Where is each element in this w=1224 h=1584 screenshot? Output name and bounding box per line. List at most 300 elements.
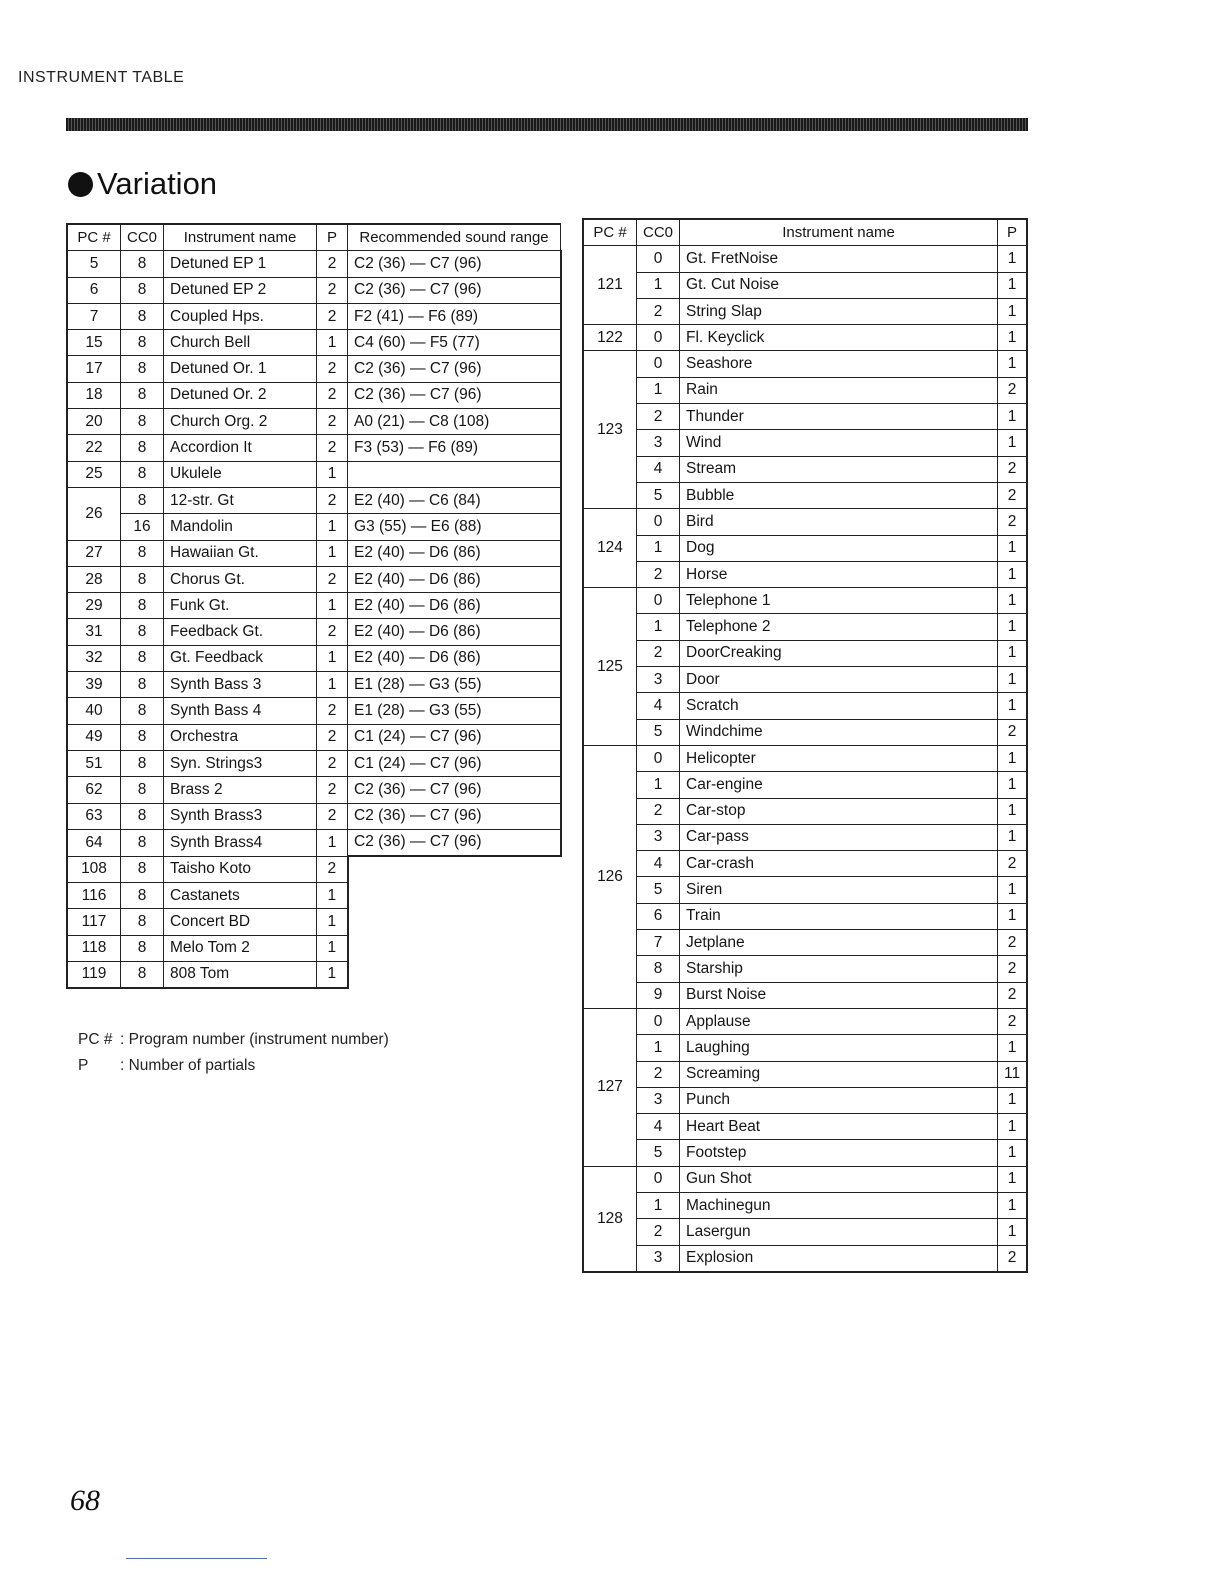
table-row (583, 667, 1027, 693)
cc0-cell: 8 (121, 382, 164, 408)
instrument-name-cell: Synth Brass3 (164, 803, 317, 829)
partials-cell: 2 (998, 930, 1028, 956)
variation-table-right (582, 218, 1028, 1273)
cc0-cell: 3 (637, 430, 680, 456)
instrument-name-cell: Chorus Gt. (164, 566, 317, 592)
table-row (583, 561, 1027, 587)
cc0-cell: 1 (637, 1192, 680, 1218)
cc0-cell: 4 (637, 456, 680, 482)
partials-cell: 2 (317, 277, 348, 303)
legend-key: PC # (78, 1031, 113, 1048)
cc0-cell: 3 (637, 824, 680, 850)
partials-cell: 1 (998, 1035, 1028, 1061)
table-row (583, 903, 1027, 929)
empty-cell (348, 909, 561, 935)
col-header-cc0: CC0 (121, 224, 164, 251)
sound-range-cell: C2 (36) — C7 (96) (348, 382, 561, 408)
table-row (583, 772, 1027, 798)
section-title (68, 166, 217, 202)
instrument-name-cell: Wind (680, 430, 998, 456)
header-rule (66, 118, 1028, 131)
table-row (583, 404, 1027, 430)
table-row (67, 856, 561, 882)
instrument-name-cell: Telephone 1 (680, 588, 998, 614)
cc0-cell: 2 (637, 798, 680, 824)
cc0-cell: 8 (121, 856, 164, 882)
partials-cell: 1 (998, 1219, 1028, 1245)
partials-cell: 2 (317, 566, 348, 592)
partials-cell: 1 (998, 903, 1028, 929)
table-row (67, 566, 561, 592)
partials-cell: 1 (998, 588, 1028, 614)
sound-range-cell: E1 (28) — G3 (55) (348, 672, 561, 698)
cc0-cell: 8 (121, 909, 164, 935)
col-header-pc: PC # (583, 219, 637, 246)
cc0-cell: 8 (121, 409, 164, 435)
sound-range-cell: C2 (36) — C7 (96) (348, 356, 561, 382)
partials-cell: 1 (998, 272, 1028, 298)
partials-cell: 1 (998, 1087, 1028, 1113)
instrument-name-cell: Scratch (680, 693, 998, 719)
pc-cell: 126 (583, 745, 637, 1008)
table-row (583, 614, 1027, 640)
instrument-name-cell: Telephone 2 (680, 614, 998, 640)
table-row (67, 645, 561, 671)
pc-cell: 128 (583, 1166, 637, 1272)
instrument-name-cell: Car-crash (680, 851, 998, 877)
instrument-name-cell: Footstep (680, 1140, 998, 1166)
partials-cell: 1 (998, 535, 1028, 561)
instrument-name-cell: Detuned EP 2 (164, 277, 317, 303)
table-row (583, 877, 1027, 903)
cc0-cell: 8 (121, 645, 164, 671)
cc0-cell: 2 (637, 1061, 680, 1087)
instrument-name-cell: 808 Tom (164, 961, 317, 988)
partials-cell: 2 (317, 698, 348, 724)
col-header-instrument-name: Instrument name (164, 224, 317, 251)
partials-cell: 1 (317, 645, 348, 671)
partials-cell: 1 (317, 514, 348, 540)
table-row (583, 930, 1027, 956)
bullet-icon (68, 172, 93, 197)
pc-cell: 64 (67, 829, 121, 856)
pc-cell: 29 (67, 593, 121, 619)
partials-cell: 1 (998, 745, 1028, 771)
empty-cell (348, 856, 561, 882)
legend-text: : Number of partials (120, 1057, 256, 1074)
instrument-name-cell: Starship (680, 956, 998, 982)
cc0-cell: 0 (637, 588, 680, 614)
table-row (67, 698, 561, 724)
partials-cell: 1 (998, 824, 1028, 850)
table-row (583, 1035, 1027, 1061)
instrument-name-cell: Train (680, 903, 998, 929)
partials-cell: 2 (998, 982, 1028, 1008)
instrument-name-cell: Car-pass (680, 824, 998, 850)
cc0-cell: 8 (121, 829, 164, 856)
table-row (67, 829, 561, 856)
partials-cell: 1 (998, 772, 1028, 798)
cc0-cell: 6 (637, 903, 680, 929)
partials-cell: 1 (317, 882, 348, 908)
sound-range-cell: E2 (40) — D6 (86) (348, 645, 561, 671)
table-row (583, 298, 1027, 324)
table-row (583, 851, 1027, 877)
table-row (583, 456, 1027, 482)
partials-cell: 1 (998, 1166, 1028, 1192)
partials-cell: 1 (317, 461, 348, 487)
instrument-name-cell: Ukulele (164, 461, 317, 487)
instrument-name-cell: Detuned EP 1 (164, 251, 317, 277)
table-row (583, 693, 1027, 719)
partials-cell: 1 (998, 798, 1028, 824)
pc-cell: 6 (67, 277, 121, 303)
instrument-name-cell: Applause (680, 1008, 998, 1034)
partials-cell: 1 (998, 1192, 1028, 1218)
instrument-name-cell: Funk Gt. (164, 593, 317, 619)
cc0-cell: 0 (637, 325, 680, 351)
sound-range-cell: C4 (60) — F5 (77) (348, 330, 561, 356)
table-row (583, 588, 1027, 614)
table-row (67, 935, 561, 961)
cc0-cell: 8 (121, 882, 164, 908)
sound-range-cell: C2 (36) — C7 (96) (348, 777, 561, 803)
cc0-cell: 2 (637, 404, 680, 430)
table-row (67, 540, 561, 566)
sound-range-cell: E2 (40) — C6 (84) (348, 487, 561, 513)
cc0-cell: 8 (121, 461, 164, 487)
partials-cell: 2 (317, 777, 348, 803)
pc-cell: 28 (67, 566, 121, 592)
table-row (583, 272, 1027, 298)
instrument-name-cell: Gt. FretNoise (680, 246, 998, 272)
sound-range-cell: E2 (40) — D6 (86) (348, 593, 561, 619)
instrument-name-cell: String Slap (680, 298, 998, 324)
cc0-cell: 1 (637, 377, 680, 403)
cc0-cell: 16 (121, 514, 164, 540)
instrument-name-cell: Lasergun (680, 1219, 998, 1245)
table-row (583, 982, 1027, 1008)
table-row (583, 377, 1027, 403)
table-row (583, 1140, 1027, 1166)
section-title-text: Variation (97, 166, 218, 201)
cc0-cell: 7 (637, 930, 680, 956)
table-row (583, 1061, 1027, 1087)
cc0-cell: 0 (637, 1166, 680, 1192)
instrument-name-cell: Rain (680, 377, 998, 403)
pc-cell: 108 (67, 856, 121, 882)
pc-cell: 27 (67, 540, 121, 566)
instrument-name-cell: Detuned Or. 1 (164, 356, 317, 382)
instrument-name-cell: Bubble (680, 482, 998, 508)
sound-range-cell: A0 (21) — C8 (108) (348, 409, 561, 435)
pc-cell: 119 (67, 961, 121, 988)
table-row (583, 1245, 1027, 1272)
partials-cell: 2 (998, 1008, 1028, 1034)
cc0-cell: 5 (637, 1140, 680, 1166)
instrument-name-cell: Heart Beat (680, 1114, 998, 1140)
sound-range-cell: C2 (36) — C7 (96) (348, 277, 561, 303)
legend-text: : Program number (instrument number) (120, 1031, 389, 1048)
pc-cell: 63 (67, 803, 121, 829)
instrument-name-cell: Screaming (680, 1061, 998, 1087)
instrument-name-cell: Punch (680, 1087, 998, 1113)
partials-cell: 1 (317, 593, 348, 619)
instrument-name-cell: Siren (680, 877, 998, 903)
cc0-cell: 5 (637, 482, 680, 508)
partials-cell: 2 (317, 856, 348, 882)
cc0-cell: 8 (121, 935, 164, 961)
cc0-cell: 8 (121, 672, 164, 698)
cc0-cell: 1 (637, 1035, 680, 1061)
partials-cell: 1 (317, 961, 348, 988)
instrument-name-cell: Mandolin (164, 514, 317, 540)
cc0-cell: 1 (637, 614, 680, 640)
table-row (67, 672, 561, 698)
table-row (583, 1166, 1027, 1192)
table-row (583, 719, 1027, 745)
partials-cell: 1 (317, 330, 348, 356)
instrument-name-cell: Feedback Gt. (164, 619, 317, 645)
instrument-name-cell: Melo Tom 2 (164, 935, 317, 961)
pc-cell: 17 (67, 356, 121, 382)
table-row (67, 251, 561, 277)
pc-cell: 118 (67, 935, 121, 961)
instrument-name-cell: Seashore (680, 351, 998, 377)
sound-range-cell: E2 (40) — D6 (86) (348, 540, 561, 566)
sound-range-cell: F3 (53) — F6 (89) (348, 435, 561, 461)
cc0-cell: 8 (121, 435, 164, 461)
table-row (67, 514, 561, 540)
table-row (583, 482, 1027, 508)
partials-cell: 1 (998, 693, 1028, 719)
cc0-cell: 5 (637, 877, 680, 903)
instrument-name-cell: Helicopter (680, 745, 998, 771)
pc-cell: 122 (583, 325, 637, 351)
partials-cell: 2 (998, 509, 1028, 535)
col-header-cc0: CC0 (637, 219, 680, 246)
partials-cell: 1 (317, 935, 348, 961)
instrument-name-cell: Dog (680, 535, 998, 561)
pc-cell: 127 (583, 1008, 637, 1166)
instrument-name-cell: Thunder (680, 404, 998, 430)
instrument-name-cell: Taisho Koto (164, 856, 317, 882)
partials-cell: 1 (998, 877, 1028, 903)
instrument-name-cell: Synth Bass 4 (164, 698, 317, 724)
cc0-cell: 1 (637, 535, 680, 561)
table-row (583, 956, 1027, 982)
instrument-name-cell: Church Bell (164, 330, 317, 356)
partials-cell: 2 (998, 482, 1028, 508)
cc0-cell: 9 (637, 982, 680, 1008)
partials-cell: 1 (998, 614, 1028, 640)
pc-cell: 25 (67, 461, 121, 487)
instrument-name-cell: Accordion It (164, 435, 317, 461)
page-header: INSTRUMENT TABLE (18, 69, 185, 86)
col-header-instrument-name: Instrument name (680, 219, 998, 246)
instrument-name-cell: Burst Noise (680, 982, 998, 1008)
sound-range-cell: C2 (36) — C7 (96) (348, 803, 561, 829)
sound-range-cell (348, 461, 561, 487)
cc0-cell: 4 (637, 693, 680, 719)
partials-cell: 2 (317, 303, 348, 329)
variation-table-left (66, 223, 562, 989)
cc0-cell: 4 (637, 851, 680, 877)
empty-cell (348, 882, 561, 908)
cc0-cell: 8 (121, 750, 164, 776)
legend-item-p (78, 1053, 389, 1079)
col-header-partials: P (998, 219, 1028, 246)
table-row (67, 382, 561, 408)
pc-cell: 124 (583, 509, 637, 588)
col-header-pc: PC # (67, 224, 121, 251)
sound-range-cell: C1 (24) — C7 (96) (348, 750, 561, 776)
col-header-partials: P (317, 224, 348, 251)
partials-cell: 2 (317, 435, 348, 461)
table-row (583, 430, 1027, 456)
pc-cell: 5 (67, 251, 121, 277)
instrument-name-cell: Horse (680, 561, 998, 587)
pc-cell: 7 (67, 303, 121, 329)
partials-cell: 2 (998, 851, 1028, 877)
partials-cell: 2 (317, 409, 348, 435)
instrument-name-cell: Detuned Or. 2 (164, 382, 317, 408)
instrument-name-cell: Hawaiian Gt. (164, 540, 317, 566)
table-row (583, 640, 1027, 666)
partials-cell: 2 (317, 750, 348, 776)
table-row (67, 435, 561, 461)
pc-cell: 51 (67, 750, 121, 776)
table-row (67, 777, 561, 803)
empty-cell (348, 935, 561, 961)
pc-cell: 32 (67, 645, 121, 671)
table-row (583, 1114, 1027, 1140)
instrument-name-cell: Synth Bass 3 (164, 672, 317, 698)
legend (78, 1027, 389, 1079)
cc0-cell: 2 (637, 1219, 680, 1245)
empty-cell (348, 961, 561, 988)
page-number: 68 (70, 1484, 100, 1517)
table-row (67, 619, 561, 645)
instrument-name-cell: Door (680, 667, 998, 693)
instrument-name-cell: Brass 2 (164, 777, 317, 803)
cc0-cell: 8 (121, 724, 164, 750)
instrument-name-cell: Coupled Hps. (164, 303, 317, 329)
instrument-name-cell: Machinegun (680, 1192, 998, 1218)
table-row (583, 325, 1027, 351)
partials-cell: 11 (998, 1061, 1028, 1087)
cc0-cell: 8 (121, 251, 164, 277)
instrument-name-cell: Church Org. 2 (164, 409, 317, 435)
pc-cell: 40 (67, 698, 121, 724)
table-row (67, 750, 561, 776)
pc-cell: 18 (67, 382, 121, 408)
partials-cell: 1 (317, 540, 348, 566)
partials-cell: 2 (317, 724, 348, 750)
cc0-cell: 8 (121, 961, 164, 988)
table-row (583, 798, 1027, 824)
cc0-cell: 8 (637, 956, 680, 982)
table-row (67, 356, 561, 382)
partials-cell: 1 (998, 404, 1028, 430)
pc-cell: 20 (67, 409, 121, 435)
table-row (67, 909, 561, 935)
pc-cell: 26 (67, 487, 121, 540)
cc0-cell: 2 (637, 640, 680, 666)
partials-cell: 2 (998, 1245, 1028, 1272)
partials-cell: 1 (998, 667, 1028, 693)
pc-cell: 116 (67, 882, 121, 908)
sound-range-cell: C2 (36) — C7 (96) (348, 829, 561, 856)
partials-cell: 2 (317, 803, 348, 829)
pc-cell: 121 (583, 246, 637, 325)
cc0-cell: 8 (121, 330, 164, 356)
table-row (583, 351, 1027, 377)
cc0-cell: 8 (121, 803, 164, 829)
pc-cell: 123 (583, 351, 637, 509)
table-row (67, 330, 561, 356)
cc0-cell: 2 (637, 298, 680, 324)
table-row (67, 409, 561, 435)
cc0-cell: 2 (637, 561, 680, 587)
partials-cell: 1 (998, 561, 1028, 587)
cc0-cell: 8 (121, 356, 164, 382)
partials-cell: 1 (317, 672, 348, 698)
table-row (67, 303, 561, 329)
instrument-name-cell: Gun Shot (680, 1166, 998, 1192)
cc0-cell: 8 (121, 487, 164, 513)
cc0-cell: 0 (637, 509, 680, 535)
instrument-name-cell: Stream (680, 456, 998, 482)
instrument-name-cell: Gt. Feedback (164, 645, 317, 671)
sound-range-cell: F2 (41) — F6 (89) (348, 303, 561, 329)
table-row (583, 1219, 1027, 1245)
partials-cell: 1 (317, 909, 348, 935)
cc0-cell: 5 (637, 719, 680, 745)
partials-cell: 2 (998, 719, 1028, 745)
partials-cell: 1 (998, 298, 1028, 324)
cc0-cell: 1 (637, 272, 680, 298)
instrument-name-cell: Orchestra (164, 724, 317, 750)
cc0-cell: 8 (121, 540, 164, 566)
instrument-name-cell: Windchime (680, 719, 998, 745)
partials-cell: 1 (998, 325, 1028, 351)
footer-mark (126, 1558, 267, 1559)
cc0-cell: 8 (121, 593, 164, 619)
partials-cell: 2 (317, 251, 348, 277)
table-row (583, 1008, 1027, 1034)
instrument-name-cell: Castanets (164, 882, 317, 908)
cc0-cell: 4 (637, 1114, 680, 1140)
instrument-name-cell: Gt. Cut Noise (680, 272, 998, 298)
cc0-cell: 0 (637, 745, 680, 771)
partials-cell: 2 (998, 956, 1028, 982)
pc-cell: 39 (67, 672, 121, 698)
table-row (583, 535, 1027, 561)
instrument-name-cell: Synth Brass4 (164, 829, 317, 856)
cc0-cell: 0 (637, 351, 680, 377)
partials-cell: 1 (998, 430, 1028, 456)
sound-range-cell: E2 (40) — D6 (86) (348, 619, 561, 645)
cc0-cell: 8 (121, 303, 164, 329)
instrument-name-cell: DoorCreaking (680, 640, 998, 666)
table-row (583, 1087, 1027, 1113)
table-row (583, 745, 1027, 771)
sound-range-cell: G3 (55) — E6 (88) (348, 514, 561, 540)
pc-cell: 125 (583, 588, 637, 746)
cc0-cell: 3 (637, 1245, 680, 1272)
cc0-cell: 8 (121, 566, 164, 592)
